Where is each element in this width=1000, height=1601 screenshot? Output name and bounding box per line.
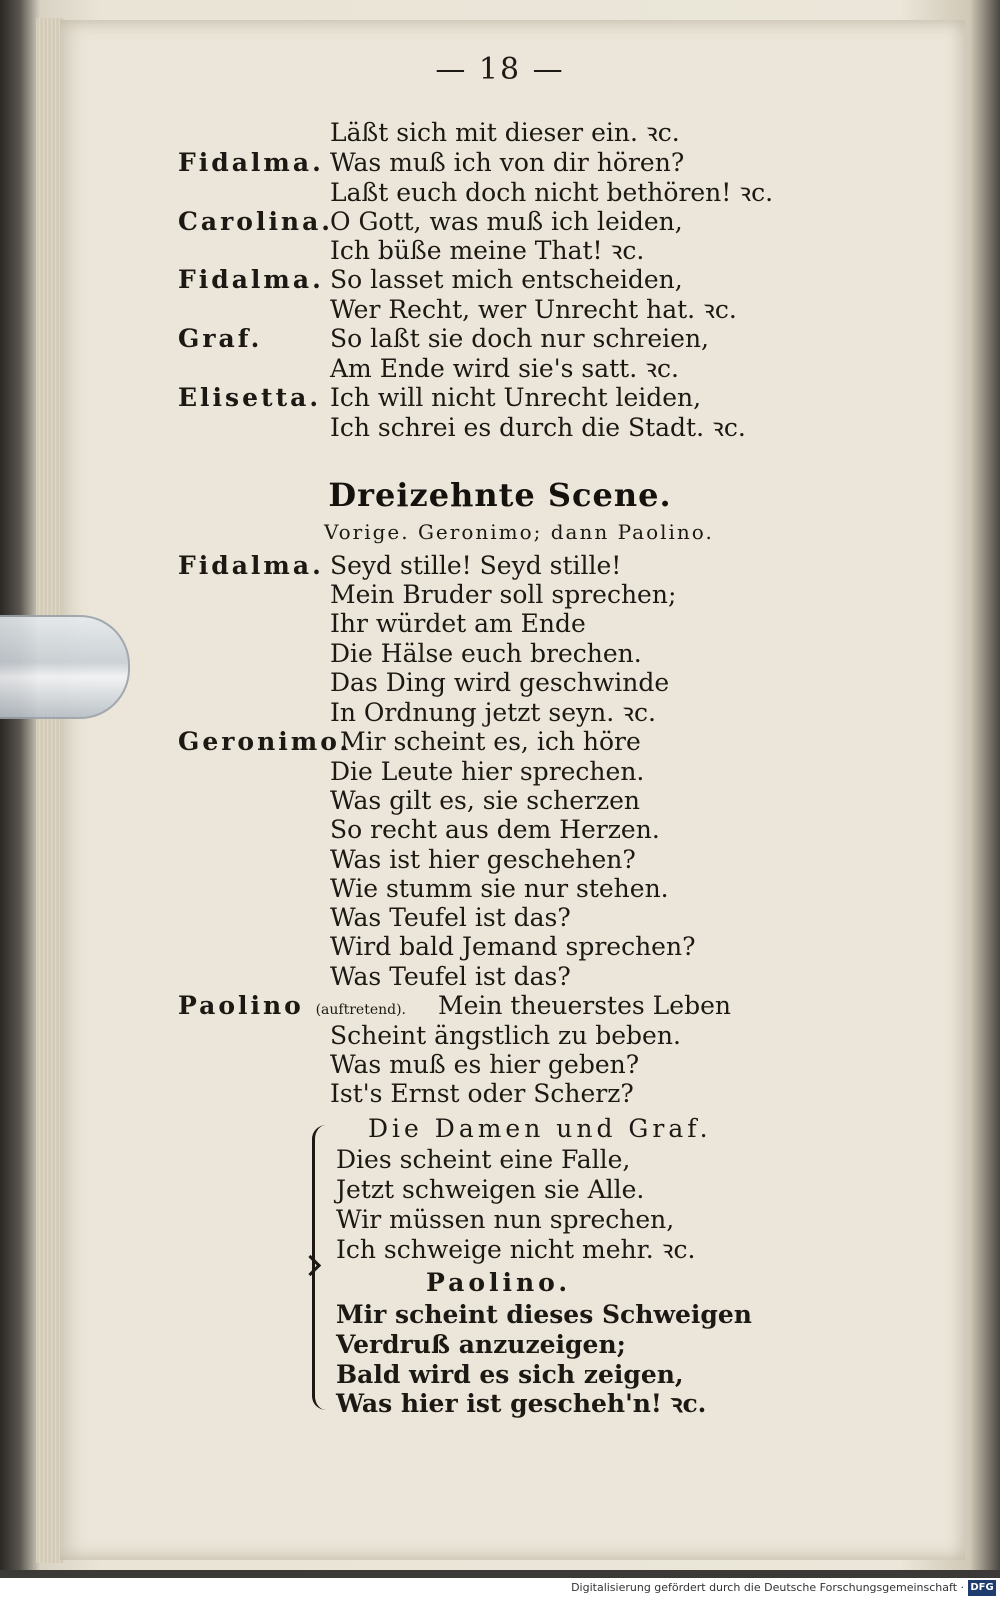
funding-credit: Digitalisierung gefördert durch die Deutsche Forschungsgemeinschaft · — [571, 1581, 964, 1594]
verse-line: Was Teufel ist das? — [330, 903, 571, 932]
verse-line: O Gott, was muß ich leiden, — [330, 207, 683, 236]
speaker-name: Graf. — [178, 324, 263, 353]
scene-title: Dreizehnte Scene. — [328, 476, 672, 514]
ensemble-heading: Paolino. — [426, 1268, 572, 1297]
verse-line: Das Ding wird geschwinde — [330, 668, 670, 697]
verse-line: Dies scheint eine Falle, — [336, 1145, 631, 1174]
verse-line: Verdruß anzuzeigen; — [336, 1330, 626, 1359]
page-number: — 18 — — [435, 52, 565, 87]
verse-line: Was ist hier geschehen? — [330, 845, 636, 874]
verse-line: So laßt sie doch nur schreien, — [330, 324, 710, 353]
verse-line: Ihr würdet am Ende — [330, 609, 586, 638]
verse-line: Laßt euch doch nicht bethören! ꝛc. — [330, 178, 774, 207]
speaker-name: Carolina. — [178, 207, 334, 236]
verse-line: Die Hälse euch brechen. — [330, 639, 642, 668]
speaker-name: Fidalma. — [178, 551, 324, 580]
speaker-name: Fidalma. — [178, 148, 324, 177]
verse-line: Mein theuerstes Leben — [438, 991, 731, 1020]
verse-line: So recht aus dem Herzen. — [330, 815, 660, 844]
verse-line: Was gilt es, sie scherzen — [330, 786, 641, 815]
verse-line: Scheint ängstlich zu beben. — [330, 1021, 681, 1050]
verse-line: Ich büße meine That! ꝛc. — [330, 236, 645, 265]
verse-line: So lasset mich entscheiden, — [330, 265, 683, 294]
verse-line: Was muß es hier geben? — [330, 1050, 640, 1079]
page-clip — [0, 615, 130, 719]
verse-line: Wir müssen nun sprechen, — [336, 1205, 675, 1234]
verse-line: Bald wird es sich zeigen, — [336, 1360, 684, 1389]
speaker-name: Fidalma. — [178, 265, 324, 294]
verse-line: Mir scheint dieses Schweigen — [336, 1300, 752, 1329]
verse-line: Läßt sich mit dieser ein. ꝛc. — [330, 118, 680, 147]
dfg-logo: DFG — [968, 1580, 996, 1596]
verse-line: Ich will nicht Unrecht leiden, — [330, 383, 702, 412]
verse-line: Die Leute hier sprechen. — [330, 757, 645, 786]
verse-line: Jetzt schweigen sie Alle. — [336, 1175, 645, 1204]
verse-line: Mein Bruder soll sprechen; — [330, 580, 677, 609]
speaker-direction: (auftretend). — [315, 1002, 406, 1018]
verse-line: Ist's Ernst oder Scherz? — [330, 1079, 634, 1108]
verse-line: Ich schweige nicht mehr. ꝛc. — [336, 1235, 696, 1264]
verse-line: Seyd stille! Seyd stille! — [330, 551, 622, 580]
verse-line: Was hier ist gescheh'n! ꝛc. — [336, 1389, 707, 1418]
speaker-label: Paolino — [178, 991, 304, 1020]
verse-line: Mir scheint es, ich höre — [340, 727, 641, 756]
speaker-name: Geronimo. — [178, 727, 352, 756]
verse-line: Ich schrei es durch die Stadt. ꝛc. — [330, 413, 746, 442]
verse-line: Am Ende wird sie's satt. ꝛc. — [330, 354, 679, 383]
verse-line: Was Teufel ist das? — [330, 962, 571, 991]
speaker-name: Elisetta. — [178, 383, 322, 412]
stage-direction: Vorige. Geronimo; dann Paolino. — [324, 520, 714, 544]
verse-line: Wird bald Jemand sprechen? — [330, 932, 696, 961]
speaker-name — [178, 991, 406, 1025]
ensemble-heading: Die Damen und Graf. — [368, 1114, 712, 1143]
verse-line: In Ordnung jetzt seyn. ꝛc. — [330, 698, 656, 727]
verse-line: Was muß ich von dir hören? — [330, 148, 685, 177]
verse-line: Wer Recht, wer Unrecht hat. ꝛc. — [330, 295, 737, 324]
verse-line: Wie stumm sie nur stehen. — [330, 874, 669, 903]
